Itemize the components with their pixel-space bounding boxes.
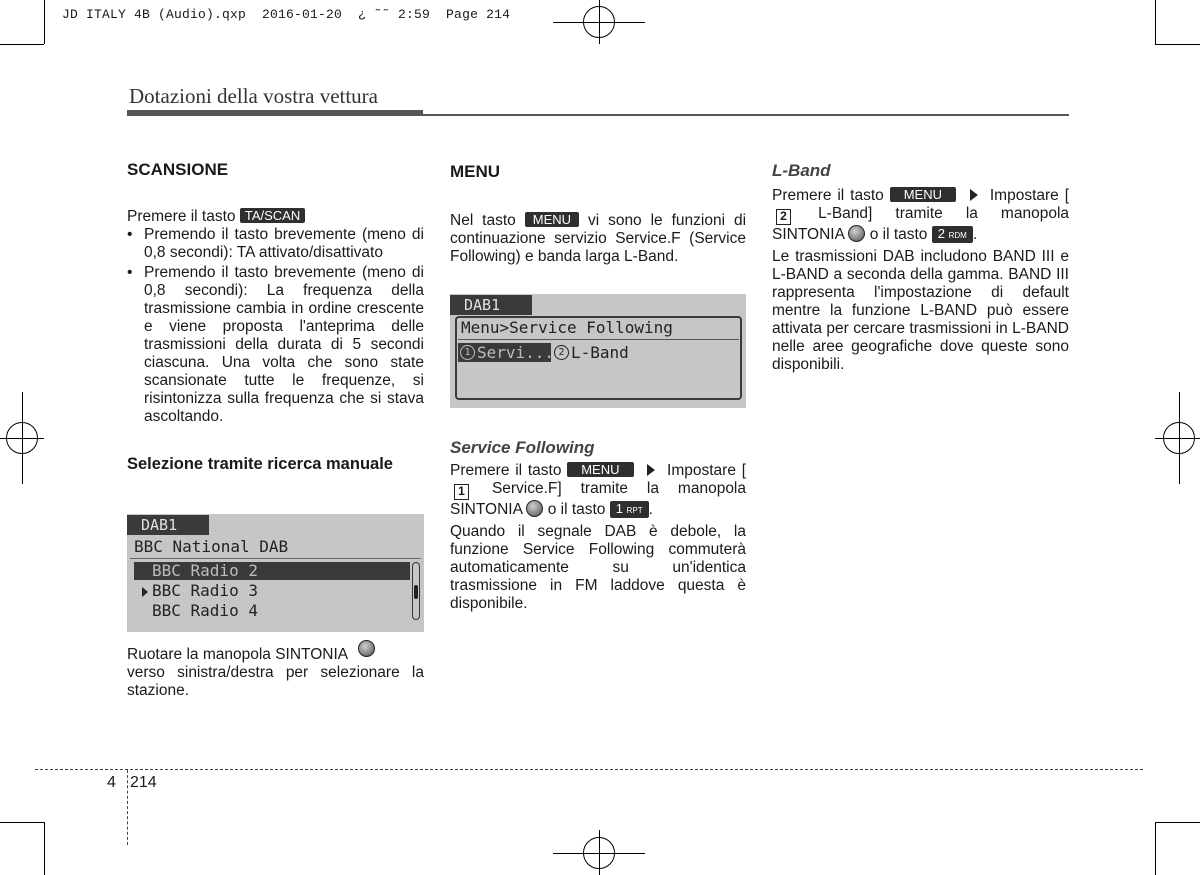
l-band-description: Le trasmissioni DAB includono BAND III e L-BAND a seconda della gamma. BAND III rappresenta l'impostazione di default mentre la funzione L-BAND può essere attivata per cercare trasmissioni in L-BAND nelle aree geografiche dove queste sono disponibili. — [772, 248, 1069, 373]
scrollbar-thumb[interactable] — [414, 585, 418, 599]
tune-knob-icon — [526, 500, 543, 517]
menu-option-l-band[interactable]: L-Band — [571, 343, 629, 362]
chapter-number: 4 — [107, 774, 116, 791]
print-header: JD ITALY 4B (Audio).qxp 2016-01-20 ¿ ˜˜ 2:59 Page 214 — [62, 7, 511, 22]
tune-knob-icon — [358, 640, 375, 657]
menu-key-icon: MENU — [525, 212, 579, 227]
heading-service-following: Service Following — [450, 438, 595, 457]
menu-key-icon: MENU — [567, 462, 633, 477]
screen-title-rule — [130, 558, 421, 559]
list-item: • Premendo il tasto brevemente (meno di 0,8 secondi): La frequenza della trasmissione cambia in ordine crescente e viene proposta l'anteprima delle trasmissioni della durata di 5 secondi ciascuna. Una volta che sono state scansionate tutte le frequenze, si risintonizza sulla frequenza che si stava ascoltando. — [127, 264, 424, 426]
screen-title: Menu>Service Following — [461, 318, 673, 337]
title-rule — [127, 110, 1069, 116]
ta-scan-key-icon: TA/SCAN — [240, 208, 305, 223]
service-following-steps: Premere il tasto MENU Impostare [1 Service.F] tramite la manopola SINTONIA o il tasto 1 RPT . — [450, 462, 747, 518]
station-item-label[interactable]: BBC Radio 4 — [152, 601, 258, 620]
service-following-section — [450, 438, 746, 613]
section-title: Dotazioni della vostra vettura — [129, 84, 378, 108]
screen-title: BBC National DAB — [134, 537, 289, 556]
manual-search-text — [127, 640, 424, 700]
option-one-icon: 1 — [454, 484, 469, 500]
footer-rule — [35, 769, 1143, 770]
scan-intro-text: Premere il tasto — [127, 208, 236, 225]
heading-l-band: L-Band — [772, 161, 831, 180]
crop-mark-bottom-left-h — [0, 822, 44, 823]
station-item-label[interactable]: BBC Radio 3 — [152, 581, 258, 600]
rdm-key-icon: 2 RDM — [932, 226, 973, 243]
heading-manual-search: Selezione tramite ricerca manuale — [127, 455, 393, 473]
list-item: • Premendo il tasto brevemente (meno di 0,8 secondi): TA attivato/disattivato — [127, 226, 424, 262]
menu-key-icon: MENU — [890, 187, 956, 202]
option-number-icon: 2 — [554, 345, 569, 360]
rpt-key-icon: 1 RPT — [610, 501, 649, 518]
option-two-icon: 2 — [776, 209, 791, 225]
option-number-icon: 1 — [460, 345, 475, 360]
tune-knob-icon — [848, 225, 865, 242]
column-scansione — [127, 160, 424, 474]
scrollbar[interactable] — [412, 562, 420, 620]
crop-mark-bottom-left-v — [44, 822, 45, 875]
pointer-arrow-icon — [142, 587, 148, 597]
column-l-band — [772, 161, 1069, 374]
arrow-right-icon — [647, 464, 655, 476]
arrow-right-icon — [970, 189, 978, 201]
menu-paragraph: Nel tasto MENU vi sono le funzioni di continuazione servizio Service.F (Service Following) e banda larga L-Band. — [450, 212, 747, 265]
crop-mark-bottom-right-h — [1155, 822, 1200, 823]
screen-title-rule — [458, 339, 739, 340]
scan-intro — [127, 208, 424, 226]
option-label: Servi... — [477, 343, 555, 362]
footer-vertical-rule — [127, 770, 128, 845]
station-item-label: BBC Radio 2 — [152, 561, 258, 580]
l-band-steps: Premere il tasto MENU Impostare [2 L-Band] tramite la manopola SINTONIA o il tasto 2 RDM . — [772, 187, 1070, 243]
screen-tab: DAB1 — [127, 515, 209, 535]
service-following-screen — [450, 294, 746, 408]
after-text-b: verso sinistra/destra per selezionare la stazione. — [127, 664, 424, 699]
dab-station-screen — [127, 514, 424, 632]
crop-mark-bottom-right-v — [1155, 822, 1156, 875]
page-number: 214 — [130, 774, 157, 791]
heading-menu: MENU — [450, 162, 501, 181]
heading-scansione: SCANSIONE — [127, 160, 229, 179]
crop-mark-top-left-h — [0, 44, 44, 45]
screen-tab: DAB1 — [450, 295, 532, 315]
scan-bullet-list — [127, 226, 424, 426]
service-following-description: Quando il segnale DAB è debole, la funzione Service Following commuterà automaticamente su un'identica trasmissione in FM laddove questa è disponibile. — [450, 523, 746, 612]
crop-mark-top-right-h — [1155, 44, 1200, 45]
crop-mark-top-left-v — [44, 0, 45, 44]
column-menu — [450, 162, 746, 266]
crop-mark-top-right-v — [1155, 0, 1156, 44]
after-text-a: Ruotare la manopola SINTONIA — [127, 646, 348, 663]
